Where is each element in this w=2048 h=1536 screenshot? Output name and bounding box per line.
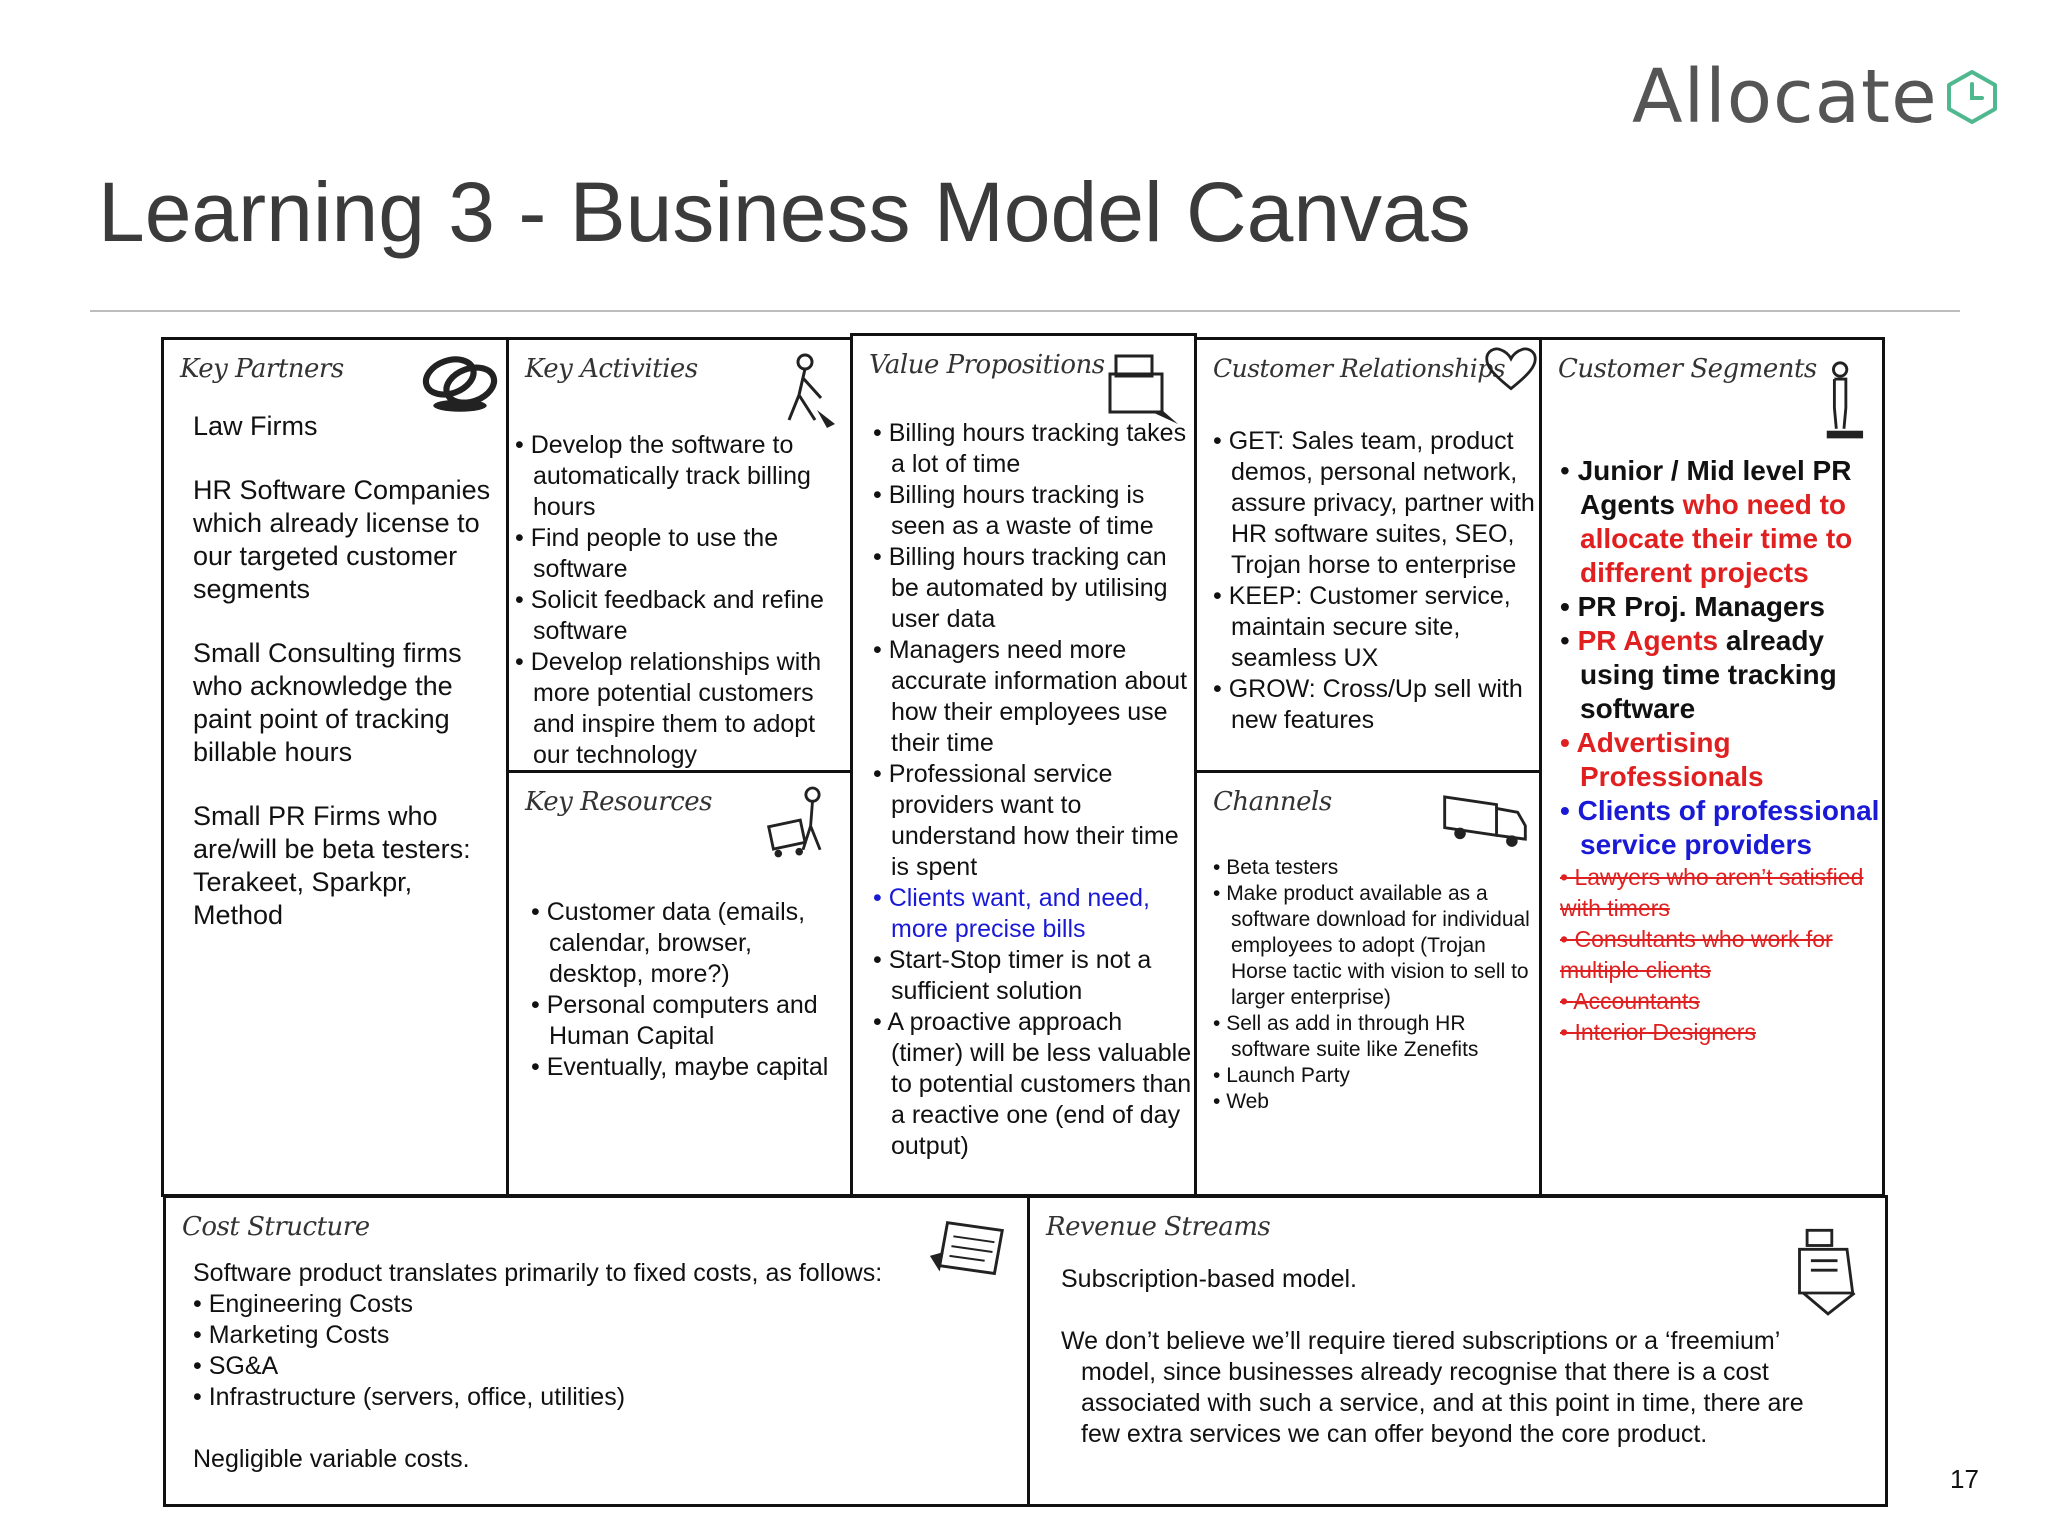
key-partners-title: Key Partners xyxy=(180,354,344,384)
truck-icon xyxy=(1437,785,1533,853)
value-item: • Professional service providers want to understand how their time is spent xyxy=(873,759,1195,883)
segment-label: Junior / Mid level PR Agents xyxy=(1577,455,1852,520)
value-item: • Managers need more accurate information about how their employees use their time xyxy=(873,635,1195,759)
revenue-line: Subscription-based model. xyxy=(1061,1265,1357,1293)
partner-item: Small PR Firms who are/will be beta testers: Terakeet, Sparkpr, Method xyxy=(193,801,471,930)
customer-relationships-content xyxy=(1213,426,1538,736)
key-activities-content xyxy=(515,430,847,771)
struck-segment: • Lawyers who aren’t satisfied with timers xyxy=(1560,864,1864,921)
value-propositions-box xyxy=(850,333,1197,1197)
struck-segment: • Consultants who work for multiple clients xyxy=(1560,926,1833,983)
relationship-item: • GET: Sales team, product demos, personal network, assure privacy, partner with HR software suites, SEO, Trojan horse to enterprise xyxy=(1213,426,1538,581)
segment-label: PR Agents xyxy=(1577,625,1719,656)
activity-item: • Develop relationships with more potential customers and inspire them to adopt our technology xyxy=(515,647,847,771)
partner-item: Law Firms xyxy=(193,411,318,441)
struck-segment: • Interior Designers xyxy=(1560,1019,1756,1045)
resource-item: • Eventually, maybe capital xyxy=(531,1052,849,1083)
cost-item: • Infrastructure (servers, office, utilities) xyxy=(193,1382,953,1413)
activity-item: • Solicit feedback and refine software xyxy=(515,585,847,647)
value-item-highlight: • Clients want, and need, more precise bills xyxy=(873,883,1195,945)
cost-item: • Engineering Costs xyxy=(193,1289,953,1320)
revenue-streams-box xyxy=(1027,1195,1888,1507)
channels-content xyxy=(1213,855,1538,1115)
revenue-streams-content xyxy=(1061,1264,1821,1450)
channel-item: • Launch Party xyxy=(1213,1063,1538,1089)
resource-item: • Personal computers and Human Capital xyxy=(531,990,849,1052)
value-propositions-content xyxy=(873,418,1195,1162)
key-activities-title: Key Activities xyxy=(525,354,698,384)
title-divider xyxy=(90,310,1960,312)
struck-segment: • Accountants xyxy=(1560,988,1700,1014)
cost-footer: Negligible variable costs. xyxy=(193,1445,470,1473)
activity-item: • Find people to use the software xyxy=(515,523,847,585)
logo-text: Allocate xyxy=(1632,54,1938,140)
revenue-streams-title: Revenue Streams xyxy=(1046,1212,1271,1242)
segment-note: already using time tracking software xyxy=(1580,625,1837,724)
customer-segments-content xyxy=(1560,454,1882,1048)
struck-segments xyxy=(1560,862,1882,1048)
channel-item: • Sell as add in through HR software suite like Zenefits xyxy=(1213,1011,1538,1063)
revenue-line: We don’t believe we’ll require tiered subscriptions or a ‘freemium’ model, since businesses already recognise that there is a cost associated with such a service, and at this point in time, there are few extra services we can offer beyond the core product. xyxy=(1061,1327,1804,1448)
segment-item: • PR Proj. Managers xyxy=(1560,590,1882,624)
activity-item: • Develop the software to automatically track billing hours xyxy=(515,430,847,523)
cost-structure-title: Cost Structure xyxy=(182,1212,370,1242)
segment-item: • Advertising Professionals xyxy=(1560,726,1882,794)
customer-segments-box xyxy=(1539,337,1885,1197)
value-propositions-title: Value Propositions xyxy=(869,350,1105,380)
partner-item: HR Software Companies which already license to our targeted customer segments xyxy=(193,475,491,604)
channel-item: • Web xyxy=(1213,1089,1538,1115)
key-resources-content xyxy=(531,897,849,1083)
key-partners-box xyxy=(161,337,509,1197)
page-title: Learning 3 - Business Model Canvas xyxy=(98,165,1471,259)
value-item: • Start-Stop timer is not a sufficient solution xyxy=(873,945,1195,1007)
channel-item: • Beta testers xyxy=(1213,855,1538,881)
gift-icon xyxy=(1101,348,1183,428)
worker-cart-icon xyxy=(765,783,841,869)
cost-structure-content xyxy=(193,1258,953,1475)
heart-icon xyxy=(1483,344,1539,394)
partner-item: Small Consulting firms who acknowledge the paint point of tracking billable hours xyxy=(193,638,462,767)
key-resources-title: Key Resources xyxy=(525,787,712,817)
value-item: • Billing hours tracking can be automated by utilising user data xyxy=(873,542,1195,635)
key-resources-box xyxy=(506,770,853,1197)
cost-intro: Software product translates primarily to fixed costs, as follows: xyxy=(193,1259,883,1287)
key-activities-box xyxy=(506,337,853,773)
relationship-item: • KEEP: Customer service, maintain secure site, seamless UX xyxy=(1213,581,1538,674)
channels-box xyxy=(1194,770,1542,1197)
value-item: • Billing hours tracking takes a lot of time xyxy=(873,418,1195,480)
allocate-logo xyxy=(1632,52,2002,142)
channels-title: Channels xyxy=(1213,787,1332,817)
cost-item: • SG&A xyxy=(193,1351,953,1382)
worker-icon xyxy=(777,350,837,430)
customer-segments-title: Customer Segments xyxy=(1558,354,1817,384)
cost-item: • Marketing Costs xyxy=(193,1320,953,1351)
segment-item: • Clients of professional service providers xyxy=(1560,794,1882,862)
page-number: 17 xyxy=(1950,1464,1979,1494)
channel-item: • Make product available as a software download for individual employees to adopt (Trojan Horse tactic with vision to sell to larger enterprise) xyxy=(1213,881,1538,1011)
person-icon xyxy=(1818,360,1868,446)
cost-structure-box xyxy=(163,1195,1030,1507)
key-partners-content xyxy=(193,410,503,932)
relationship-item: • GROW: Cross/Up sell with new features xyxy=(1213,674,1538,736)
customer-relationships-title: Customer Relationships xyxy=(1213,354,1506,383)
chain-link-icon xyxy=(419,344,501,416)
segment-item xyxy=(1560,624,1882,726)
resource-item: • Customer data (emails, calendar, browser, desktop, more?) xyxy=(531,897,849,990)
segment-note: who need to allocate their time to different projects xyxy=(1580,489,1853,588)
segment-item xyxy=(1560,454,1882,590)
customer-relationships-box xyxy=(1194,337,1542,773)
clock-hexagon-icon xyxy=(1942,67,2002,127)
value-item: • Billing hours tracking is seen as a waste of time xyxy=(873,480,1195,542)
value-item: • A proactive approach (timer) will be less valuable to potential customers than a reactive one (end of day output) xyxy=(873,1007,1195,1162)
